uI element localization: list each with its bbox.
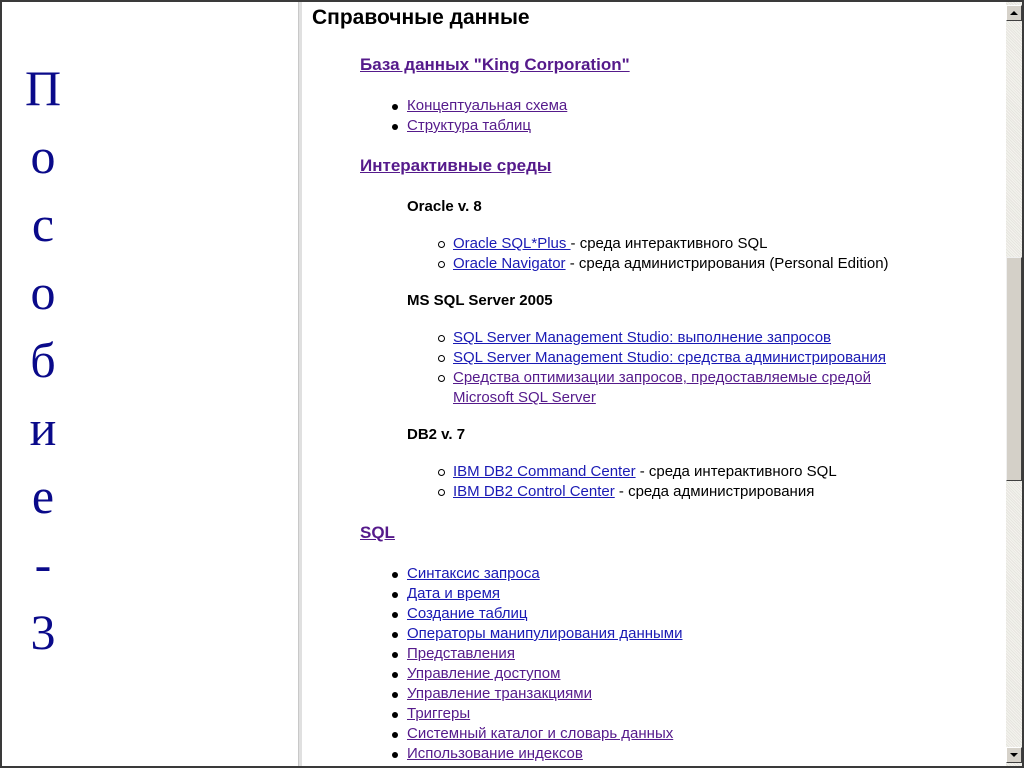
list-item xyxy=(389,116,567,136)
list-item xyxy=(389,684,682,704)
list-item xyxy=(435,348,923,368)
mssql-list xyxy=(435,328,923,408)
scroll-up-button[interactable] xyxy=(1006,5,1022,21)
title-letter: о xyxy=(30,264,56,320)
vertical-title xyxy=(2,54,84,666)
link-views[interactable]: Представления xyxy=(407,645,515,662)
title-letter: П xyxy=(24,60,62,116)
left-frame xyxy=(2,2,298,766)
list-item xyxy=(389,624,682,644)
subheading-mssql: MS SQL Server 2005 xyxy=(407,292,553,309)
arrow-down-icon xyxy=(1010,753,1018,757)
scroll-down-button[interactable] xyxy=(1006,747,1022,763)
title-letter: - xyxy=(34,536,52,592)
link-triggers[interactable]: Триггеры xyxy=(407,705,471,722)
section-link-king-corporation[interactable]: База данных "King Corporation" xyxy=(360,55,630,74)
section-link-sql[interactable]: SQL xyxy=(360,523,395,542)
title-letter: б xyxy=(30,332,56,388)
link-table-structure[interactable]: Структура таблиц xyxy=(407,117,532,134)
sql-list xyxy=(389,564,682,764)
list-item xyxy=(435,328,923,348)
link-transactions[interactable]: Управление транзакциями xyxy=(407,685,592,702)
list-item xyxy=(435,368,923,408)
title-letter: и xyxy=(29,400,57,456)
list-item xyxy=(389,584,682,604)
list-item xyxy=(389,744,682,764)
list-item xyxy=(435,234,889,254)
list-item xyxy=(389,704,682,724)
arrow-up-icon xyxy=(1010,11,1018,15)
title-letter: с xyxy=(31,196,55,252)
subheading-oracle: Oracle v. 8 xyxy=(407,198,482,215)
db2-list xyxy=(435,462,837,502)
item-description: - среда интерактивного SQL xyxy=(635,463,837,480)
link-access-control[interactable]: Управление доступом xyxy=(407,665,561,682)
link-indexes[interactable]: Использование индексов xyxy=(407,745,583,762)
list-item xyxy=(435,462,837,482)
link-ssms-admin[interactable]: SQL Server Management Studio: средства администрирования xyxy=(453,349,887,366)
link-query-optimization[interactable]: Средства оптимизации запросов, предоставляемые средой Microsoft SQL Server xyxy=(453,369,871,406)
title-letter: 3 xyxy=(30,604,56,660)
list-item xyxy=(389,724,682,744)
link-dml-operators[interactable]: Операторы манипулирования данными xyxy=(407,625,683,642)
link-oracle-navigator[interactable]: Oracle Navigator xyxy=(453,255,566,272)
link-oracle-sqlplus[interactable]: Oracle SQL*Plus xyxy=(453,235,571,252)
link-date-time[interactable]: Дата и время xyxy=(407,585,501,602)
item-description: - среда интерактивного SQL xyxy=(570,235,768,252)
list-item xyxy=(435,482,837,502)
section-link-interactive-envs[interactable]: Интерактивные среды xyxy=(360,156,552,175)
list-item xyxy=(389,96,567,116)
link-db2-command-center[interactable]: IBM DB2 Command Center xyxy=(453,463,636,480)
item-description: - среда администрирования xyxy=(614,483,815,500)
db-list xyxy=(389,96,567,136)
link-db2-control-center[interactable]: IBM DB2 Control Center xyxy=(453,483,615,500)
link-system-catalog[interactable]: Системный каталог и словарь данных xyxy=(407,725,674,742)
vertical-scrollbar[interactable] xyxy=(1006,2,1022,766)
list-item xyxy=(389,644,682,664)
link-query-syntax[interactable]: Синтаксис запроса xyxy=(407,565,540,582)
content-frame xyxy=(302,2,1006,766)
item-description: - среда администрирования (Personal Edition) xyxy=(565,255,889,272)
list-item xyxy=(389,604,682,624)
list-item xyxy=(389,664,682,684)
link-ssms-queries[interactable]: SQL Server Management Studio: выполнение запросов xyxy=(453,329,832,346)
scrollbar-thumb[interactable] xyxy=(1006,257,1022,481)
title-letter: е xyxy=(31,468,55,524)
link-create-tables[interactable]: Создание таблиц xyxy=(407,605,528,622)
link-conceptual-schema[interactable]: Концептуальная схема xyxy=(407,97,568,114)
list-item xyxy=(389,564,682,584)
oracle-list xyxy=(435,234,889,274)
subheading-db2: DB2 v. 7 xyxy=(407,426,466,443)
page-title: Справочные данные xyxy=(312,6,530,29)
title-letter: о xyxy=(30,128,56,184)
list-item xyxy=(435,254,889,274)
